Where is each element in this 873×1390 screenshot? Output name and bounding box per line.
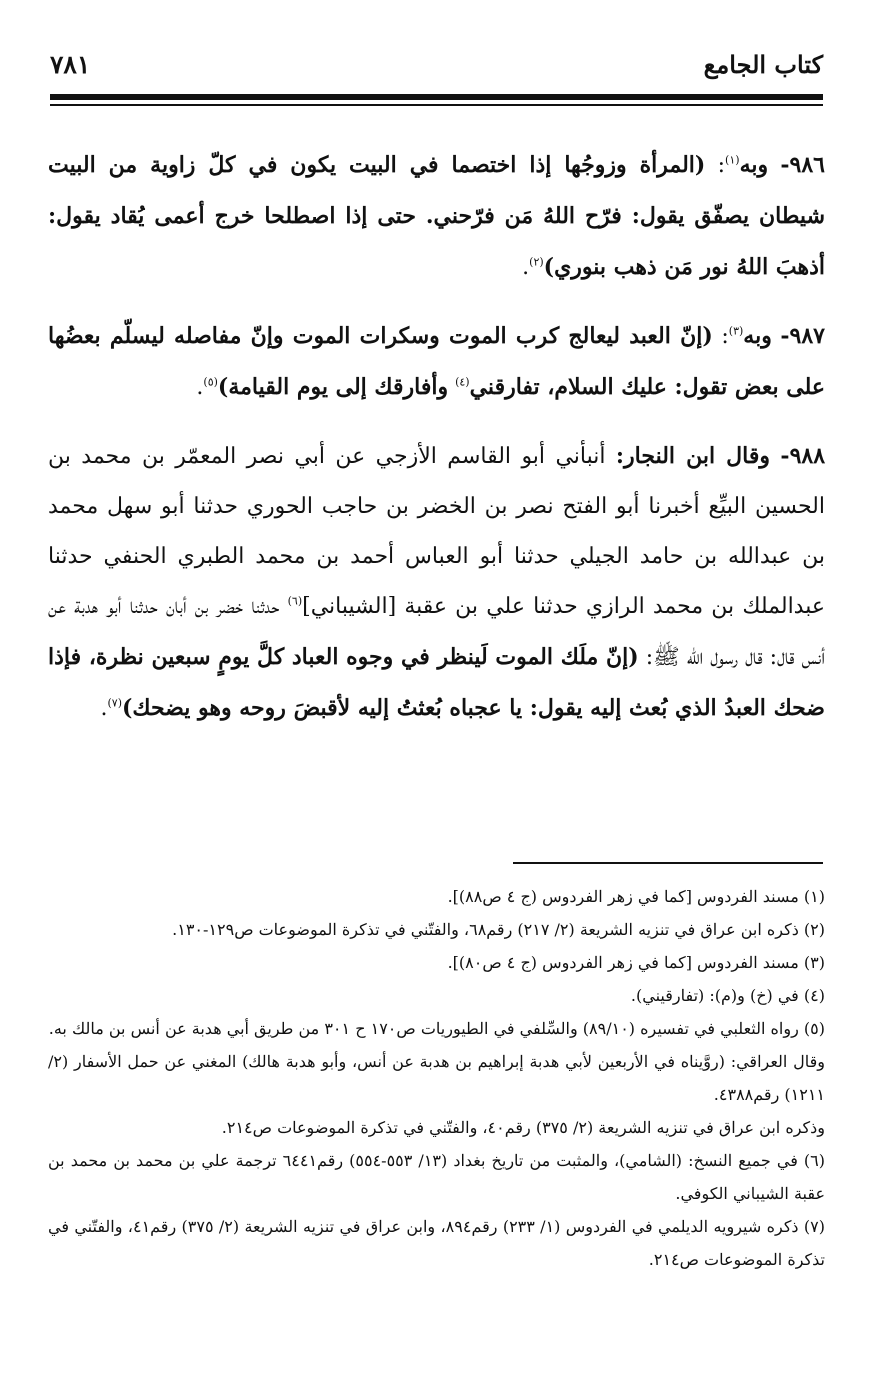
header-rule-thin	[50, 104, 823, 106]
footnotes	[48, 880, 825, 1276]
header-rule-thick	[50, 94, 823, 100]
footnote-ref: (٢)	[529, 255, 544, 269]
hadith-lead: وبه	[739, 152, 769, 178]
footnote-5: (٥) رواه الثعلبي في تفسيره (٨٩/١٠) والسِّلفي في الطيوريات ص١٧٠ ح ٣٠١ من طريق أبي هدبة عن أنس بن مالك به.	[48, 1019, 825, 1038]
footnote-separator	[513, 862, 823, 864]
hadith-quote: (إنّ العبد ليعالج كرب الموت وسكرات الموت وإنّ مفاصله ليسلّم بعضُها على بعض تقول: عليك السلام، تفارقني	[48, 323, 825, 400]
footnote-3: (٣) مسند الفردوس [كما في زهر الفردوس (ج ٤ ص٨٠)].	[447, 953, 825, 972]
isnad-text: أنبأني أبو القاسم الأزجي عن أبي نصر المعمّر بن محمد بن الحسين البيِّع أخبرنا أبو الفتح نصر بن الخضر بن حاجب الحوري حدثنا أبو سهل محمد بن عبدالله بن حامد الجيلي حدثنا أبو العباس أحمد بن محمد الطبري الحنفي حدثنا عبدالملك بن محمد الرازي حدثنا علي بن عقبة [الشيباني]	[48, 444, 825, 619]
footnote-7: (٧) ذكره شيرويه الديلمي في الفردوس (١/ ٢٣٣) رقم٨٩٤، وابن عراق في تنزيه الشريعة (٢/ ٣٧٥) رقم٤١، والفتّني في تذكرة الموضوعات ص٢١٤.	[48, 1217, 825, 1269]
page-number: ٧٨١	[50, 49, 91, 79]
hadith-lead: وبه	[743, 323, 772, 349]
hadith-988	[48, 431, 825, 734]
hadith-number: ٩٨٦-	[780, 152, 825, 178]
period: .	[196, 375, 204, 400]
footnote-4: (٤) في (خ) و(م): (تفارقيني).	[630, 986, 825, 1005]
footnote-ref: (٥)	[203, 375, 218, 389]
period: .	[522, 255, 530, 280]
running-title: كتاب الجامع	[703, 49, 823, 79]
footnote-ref: (٧)	[107, 696, 122, 710]
hadith-987	[48, 311, 825, 413]
hadith-number: ٩٨٨-	[780, 443, 826, 469]
colon: :	[717, 153, 726, 178]
footnote-ref: (٦)	[287, 594, 303, 608]
hadith-quote: (إنّ ملَك الموت لَينظر في وجوه العباد كلَّ يومٍ سبعين نظرة، فإذا ضحك العبدُ الذي بُعث إليه يقول: يا عجباه بُعثتُ إليه لأقبضَ روحه وهو يضحك)	[48, 644, 825, 721]
footnote-2: (٢) ذكره ابن عراق في تنزيه الشريعة (٢/ ٢١٧) رقم٦٨، والفتّني في تذكرة الموضوعات ص١٢٩-١٣٠.	[172, 920, 825, 939]
hadith-quote: (المرأة وزوجُها إذا اختصما في البيت يكون في كلّ زاوية من البيت شيطان يصفّق يقول: فرّح اللهُ مَن فرّحني. حتى إذا اصطلحا خرج أعمى يُقاد يقول: أذهبَ اللهُ نور مَن ذهب بنوري)	[48, 152, 825, 280]
main-text	[48, 140, 825, 752]
hadith-986	[48, 140, 825, 293]
page-header	[50, 38, 823, 90]
footnote-6: (٦) في جميع النسخ: (الشامي)، والمثبت من تاريخ بغداد (١٣/ ٥٥٣-٥٥٤) رقم٦٤٤١ ترجمة علي بن محمد بن محمد بن عقبة الشيباني الكوفي.	[48, 1151, 825, 1203]
footnote-ref: (٣)	[728, 324, 744, 338]
footnote-ref: (١)	[725, 153, 740, 167]
footnote-5-cont: وقال العراقي: (روَّيناه في الأربعين لأبي هدبة إبراهيم بن هدبة عن أنس، وأبو هدبة هالك) المغني عن حمل الأسفار (٢/ ١٢١١) رقم٤٣٨٨.	[48, 1052, 825, 1104]
isnad-text-cont: حدثنا خضر بن أبان حدثنا أبو هدبة عن أنس قال: قال رسول الله ﷺ:	[48, 594, 826, 670]
period: .	[100, 696, 108, 721]
footnote-ref: (٤)	[455, 375, 470, 389]
hadith-number: ٩٨٧-	[780, 323, 825, 349]
footnote-5-cont2: وذكره ابن عراق في تنزيه الشريعة (٢/ ٣٧٥) رقم٤٠، والفتّني في تذكرة الموضوعات ص٢١٤.	[221, 1118, 825, 1137]
colon: :	[721, 324, 729, 349]
footnote-1: (١) مسند الفردوس [كما في زهر الفردوس (ج ٤ ص٨٨)].	[447, 887, 825, 906]
hadith-quote-cont: وأفارقك إلى يوم القيامة)	[217, 374, 449, 400]
hadith-lead: وقال ابن النجار:	[615, 443, 770, 469]
